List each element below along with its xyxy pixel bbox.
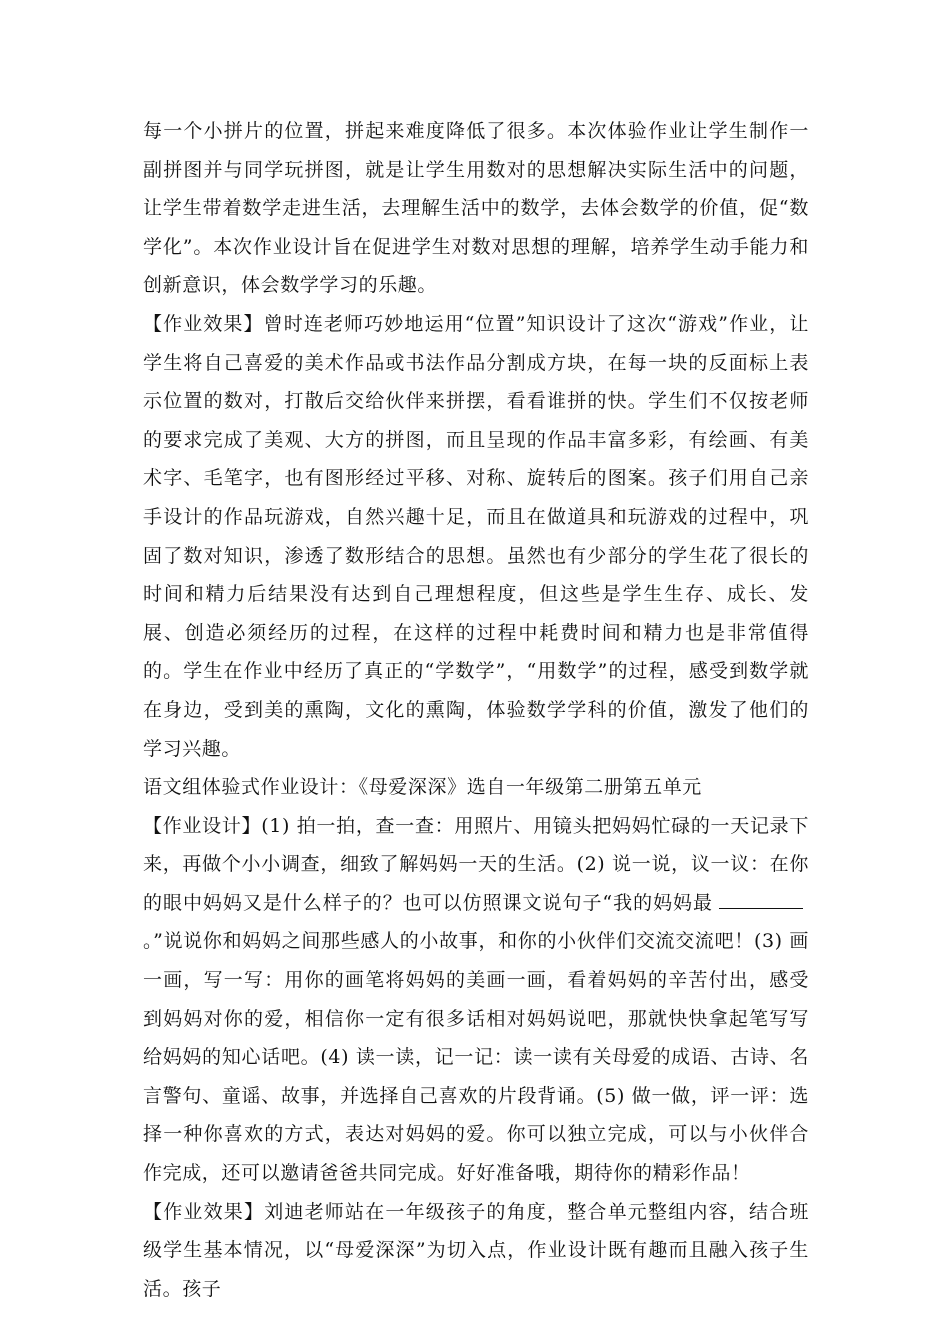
paragraph-math-homework-effect: 【作业效果】曾时连老师巧妙地运用“位置”知识设计了这次“游戏”作业，让学生将自己喜爱的美术作品或书法作品分割成方块，在每一块的反面标上表示位置的数对，打散后交给伙伴来拼摆，看看谁拼的快。学生们不仅按老师的要求完成了美观、大方的拼图，而且呈现的作品丰富多彩，有绘画、有美术字、毛笔字，也有图形经过平移、对称、旋转后的图案。孩子们用自己亲手设计的作品玩游戏，自然兴趣十足，而且在做道具和玩游戏的过程中，巩固了数对知识，渗透了数形结合的思想。虽然也有少部分的学生花了很长的时间和精力后结果没有达到自己理想程度，但这些是学生生存、成长、发展、创造必须经历的过程，在这样的过程中耗费时间和精力也是非常值得的。学生在作业中经历了真正的“学数学”，“用数学”的过程，感受到数学就在身边，受到美的熏陶，文化的熏陶，体验数学学科的价值，激发了他们的学习兴趣。 [143,312,809,760]
paragraph-chinese-homework-effect: 【作业效果】刘迪老师站在一年级孩子的角度，整合单元整组内容，结合班级学生基本情况，以“母爱深深”为切入点，作业设计既有趣而且融入孩子生活。孩子 [143,1200,809,1300]
homework-design-text-part2: 。”说说你和妈妈之间那些感人的小故事，和你的小伙伴们交流交流吧！(3) 画一画，写一写：用你的画笔将妈妈的美画一画，看着妈妈的辛苦付出，感受到妈妈对你的爱，相信你一定有很多话相对妈妈说吧，那就快快拿起笔写写给妈妈的知心话吧。(4) 读一读，记一记：读一读有关母爱的成语、古诗、名言警句、童谣、故事，并选择自己喜欢的片段背诵。(5) 做一做，评一评：选择一种你喜欢的方式，表达对妈妈的爱。你可以独立完成，可以与小伙伴合作完成，还可以邀请爸爸共同完成。好好准备哦，期待你的精彩作品！ [143,930,809,1185]
section-heading-chinese-homework: 语文组体验式作业设计：《母爱深深》选自一年级第二册第五单元 [143,776,702,799]
homework-design-text-part1: 【作业设计】(1) 拍一拍，查一查：用照片、用镜头把妈妈忙碌的一天记录下来，再做个小小调查，细致了解妈妈一天的生活。(2) 说一说，议一议：在你的眼中妈妈又是什么样子的？也可以仿照课文说句子“我的妈妈最 [143,814,809,914]
fill-in-blank-line [719,890,803,909]
paragraph-puzzle-summary: 每一个小拼片的位置，拼起来难度降低了很多。本次体验作业让学生制作一副拼图并与同学玩拼图，就是让学生用数对的思想解决实际生活中的问题，让学生带着数学走进生活，去理解生活中的数学，去体会数学的价值，促“数学化”。本次作业设计旨在促进学生对数对思想的理解，培养学生动手能力和创新意识，体会数学学习的乐趣。 [143,120,809,297]
document-body [143,112,809,1308]
paragraph-homework-design [143,807,809,1193]
